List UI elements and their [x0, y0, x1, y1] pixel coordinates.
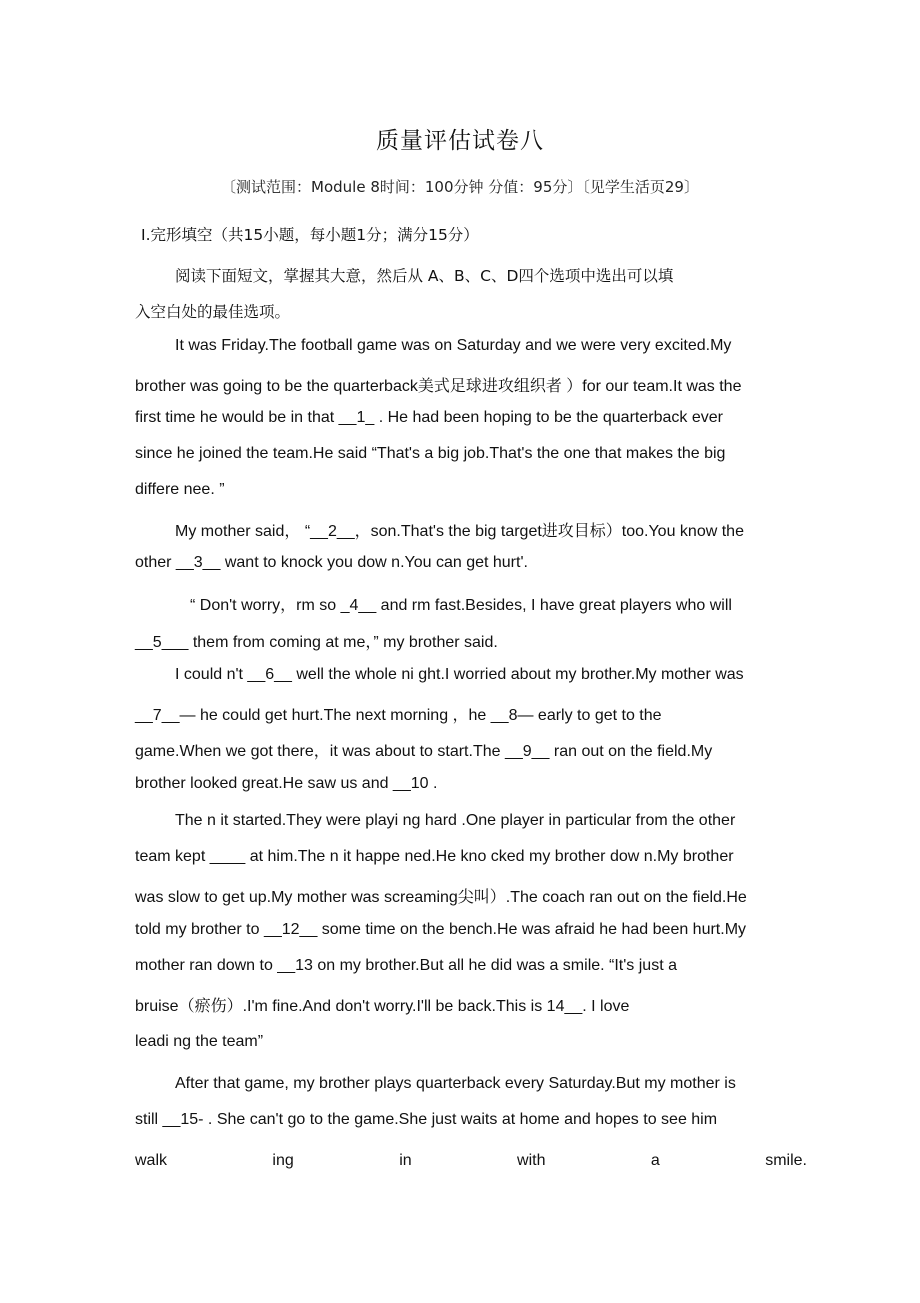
- passage-line: __5___ them from coming at me，” my brother said.: [135, 634, 498, 651]
- passage-line: mother ran down to __13 on my brother.But all he did was a smile. “It's just a: [135, 957, 677, 974]
- section-heading: Ⅰ.完形填空（共15小题，每小题1分；满分15分）: [141, 226, 479, 244]
- passage-word: ing: [272, 1152, 294, 1169]
- passage-word: in: [399, 1152, 412, 1169]
- instruction-line: 入空白处的最佳选项。: [135, 303, 291, 321]
- exam-title: 质量评估试卷八: [376, 128, 544, 154]
- passage-line: brother was going to be the quarterback美式足球进攻组织者 ）for our team.It was the: [135, 378, 742, 395]
- passage-last-line: [135, 1152, 807, 1170]
- passage-line: still __15- . She can't go to the game.She just waits at home and hopes to see him: [135, 1111, 718, 1128]
- passage-line: __7__— he could get hurt.The next morning ，he __8— early to get to the: [135, 707, 662, 724]
- passage-line: After that game, my brother plays quarterback every Saturday.But my mother is: [175, 1075, 736, 1092]
- exam-subtitle: 〔测试范围：Module 8时间：100分钟 分值：95分〕〔见学生活页29〕: [221, 178, 699, 196]
- passage-word: with: [517, 1152, 546, 1169]
- passage-line: bruise（瘀伤）.I'm fine.And don't worry.I'll be back.This is 14__. I love: [135, 998, 630, 1015]
- passage-word: walk: [135, 1152, 168, 1169]
- passage-line: leadi ng the team”: [135, 1033, 264, 1050]
- passage-line: was slow to get up.My mother was screaming尖叫）.The coach ran out on the field.He: [135, 889, 747, 906]
- passage-line: differe nee. ”: [135, 481, 225, 498]
- passage-line: The n it started.They were playi ng hard .One player in particular from the other: [175, 812, 736, 829]
- passage-line: first time he would be in that __1_ . He had been hoping to be the quarterback ever: [135, 409, 723, 426]
- passage-line: “ Don't worry，rm so _4__ and rm fast.Besides, I have great players who will: [190, 597, 732, 614]
- passage-word: smile.: [765, 1152, 807, 1169]
- passage-line: game.When we got there，it was about to start.The __9__ ran out on the field.My: [135, 743, 713, 760]
- passage-word: a: [650, 1152, 660, 1169]
- passage-line: I could n't __6__ well the whole ni ght.I worried about my brother.My mother was: [175, 666, 744, 683]
- passage-line: My mother said， “__2__，son.That's the big target进攻目标）too.You know the: [175, 523, 744, 540]
- passage-line: It was Friday.The football game was on Saturday and we were very excited.My: [175, 337, 732, 354]
- passage-line: team kept ____ at him.The n it happe ned.He kno cked my brother dow n.My brother: [135, 848, 734, 865]
- passage-line: other __3__ want to knock you dow n.You can get hurt'.: [135, 554, 528, 571]
- instruction-line: 阅读下面短文，掌握其大意，然后从 A、B、C、D四个选项中选出可以填: [175, 267, 674, 285]
- passage-line: told my brother to __12__ some time on the bench.He was afraid he had been hurt.My: [135, 921, 747, 938]
- passage-line: since he joined the team.He said “That's a big job.That's the one that makes the big: [135, 445, 726, 462]
- passage-line: brother looked great.He saw us and __10 .: [135, 775, 438, 792]
